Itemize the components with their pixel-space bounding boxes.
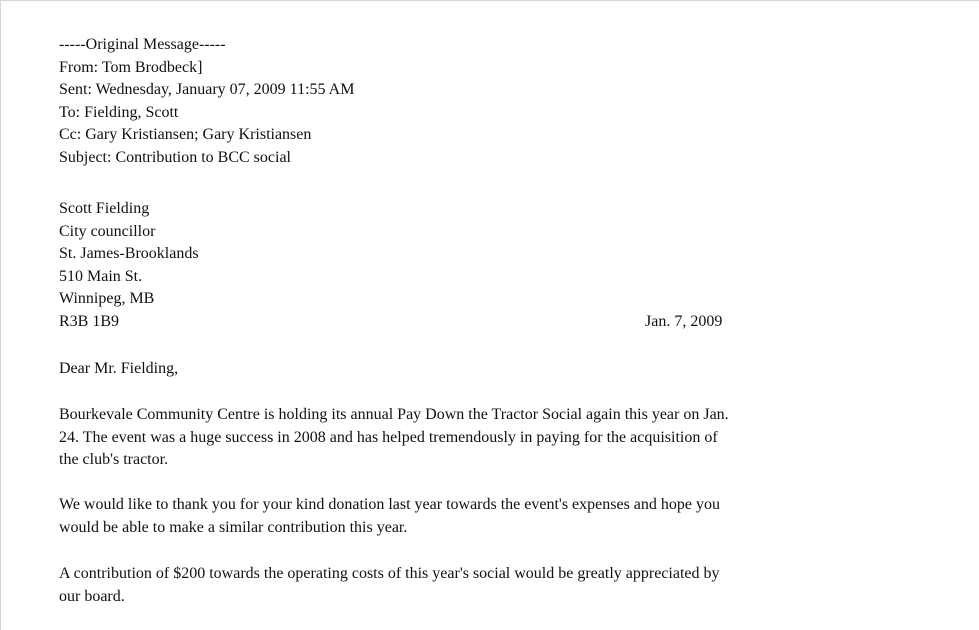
paragraph-line: our board. [59,587,125,605]
from-line: From: Tom Brodbeck] [59,58,203,76]
recipient-address [59,198,199,333]
paragraph-line: 24. The event was a huge success in 2008 and has helped tremendously in paying for the acquisition of [59,428,718,446]
body-paragraph [59,494,909,539]
recipient-city: Winnipeg, MB [59,290,155,307]
email-header [59,34,354,169]
paragraph-line: We would like to thank you for your kind donation last year towards the event's expenses and hope you [59,496,720,513]
sent-line: Sent: Wednesday, January 07, 2009 11:55 AM [59,81,355,98]
to-line: To: Fielding, Scott [59,103,179,121]
subject-line: Subject: Contribution to BCC social [59,148,291,166]
cc-line: Cc: Gary Kristiansen; Gary Kristiansen [59,126,312,143]
recipient-name: Scott Fielding [59,200,150,217]
recipient-ward: St. James-Brooklands [59,245,199,262]
recipient-street: 510 Main St. [59,267,143,285]
recipient-title: City councillor [59,222,156,240]
paragraph-line: would be able to make a similar contribution this year. [59,518,408,536]
body-paragraph [59,404,909,472]
paragraph-line: the club's tractor. [59,451,169,468]
paragraph-line: A contribution of $200 towards the operating costs of this year's social would be greatly appreciated by [59,565,720,582]
body-paragraph [59,563,909,608]
recipient-postal-code: R3B 1B9 [59,312,120,330]
salutation: Dear Mr. Fielding, [59,360,179,377]
letter-date: Jan. 7, 2009 [645,313,723,330]
original-message-separator: -----Original Message----- [59,36,226,53]
paragraph-line: Bourkevale Community Centre is holding its annual Pay Down the Tractor Social again this year on Jan. [59,406,729,423]
